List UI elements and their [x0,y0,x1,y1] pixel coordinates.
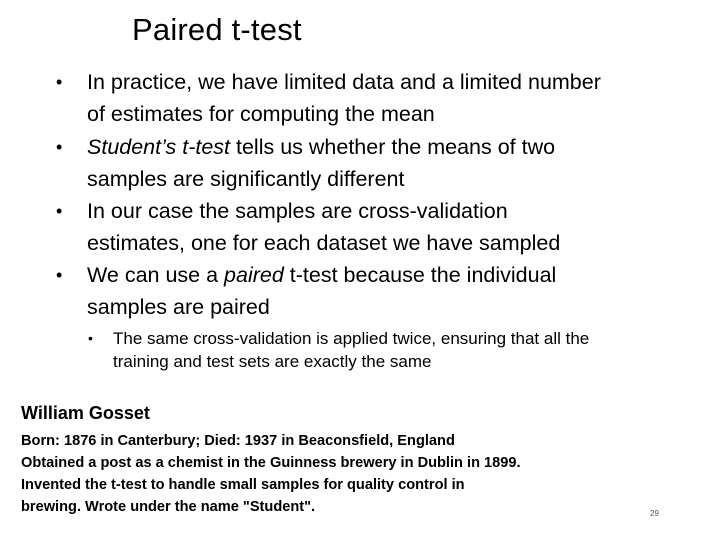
bullet-text: In practice, we have limited data and a limited number of estimates for computing the mean [87,70,601,126]
bio-line: Obtained a post as a chemist in the Guinness brewery in Dublin in 1899. [21,455,521,471]
bullet-dot: • [56,265,63,285]
bullet-item [56,131,607,195]
slide-title: Paired t-test [132,12,302,47]
bullet-text: tells us whether the means of two samples are significantly different [87,135,556,191]
bullet-item [56,195,607,259]
bullet-emphasis: Student’s t-test [87,135,231,159]
bullet-item [56,66,607,130]
bio-block [21,400,621,518]
bio-line: brewing. Wrote under the name "Student". [21,499,316,515]
sub-bullet-item [88,327,593,373]
bullet-dot: • [56,201,63,221]
bullet-dot: • [56,72,63,92]
bullet-dot: • [88,330,93,346]
page-number: 29 [650,509,659,518]
bio-line: Invented the t-test to handle small samples for quality control in [21,477,465,493]
bullet-text: t-test because the individual samples are paired [87,263,557,319]
bio-name: William Gosset [21,403,150,423]
sub-bullet-text: The same cross-validation is applied twice, ensuring that all the training and test sets are exactly the same [113,329,590,371]
bullet-item [56,259,607,323]
bio-born-died: Born: 1876 in Canterbury; Died: 1937 in Beaconsfield, England [21,433,455,449]
bullet-text: In our case the samples are cross-validation estimates, one for each dataset we have sampled [87,199,561,255]
bullet-text: We can use a [87,263,225,287]
bullet-emphasis: paired [224,263,284,287]
bullet-dot: • [56,137,63,157]
